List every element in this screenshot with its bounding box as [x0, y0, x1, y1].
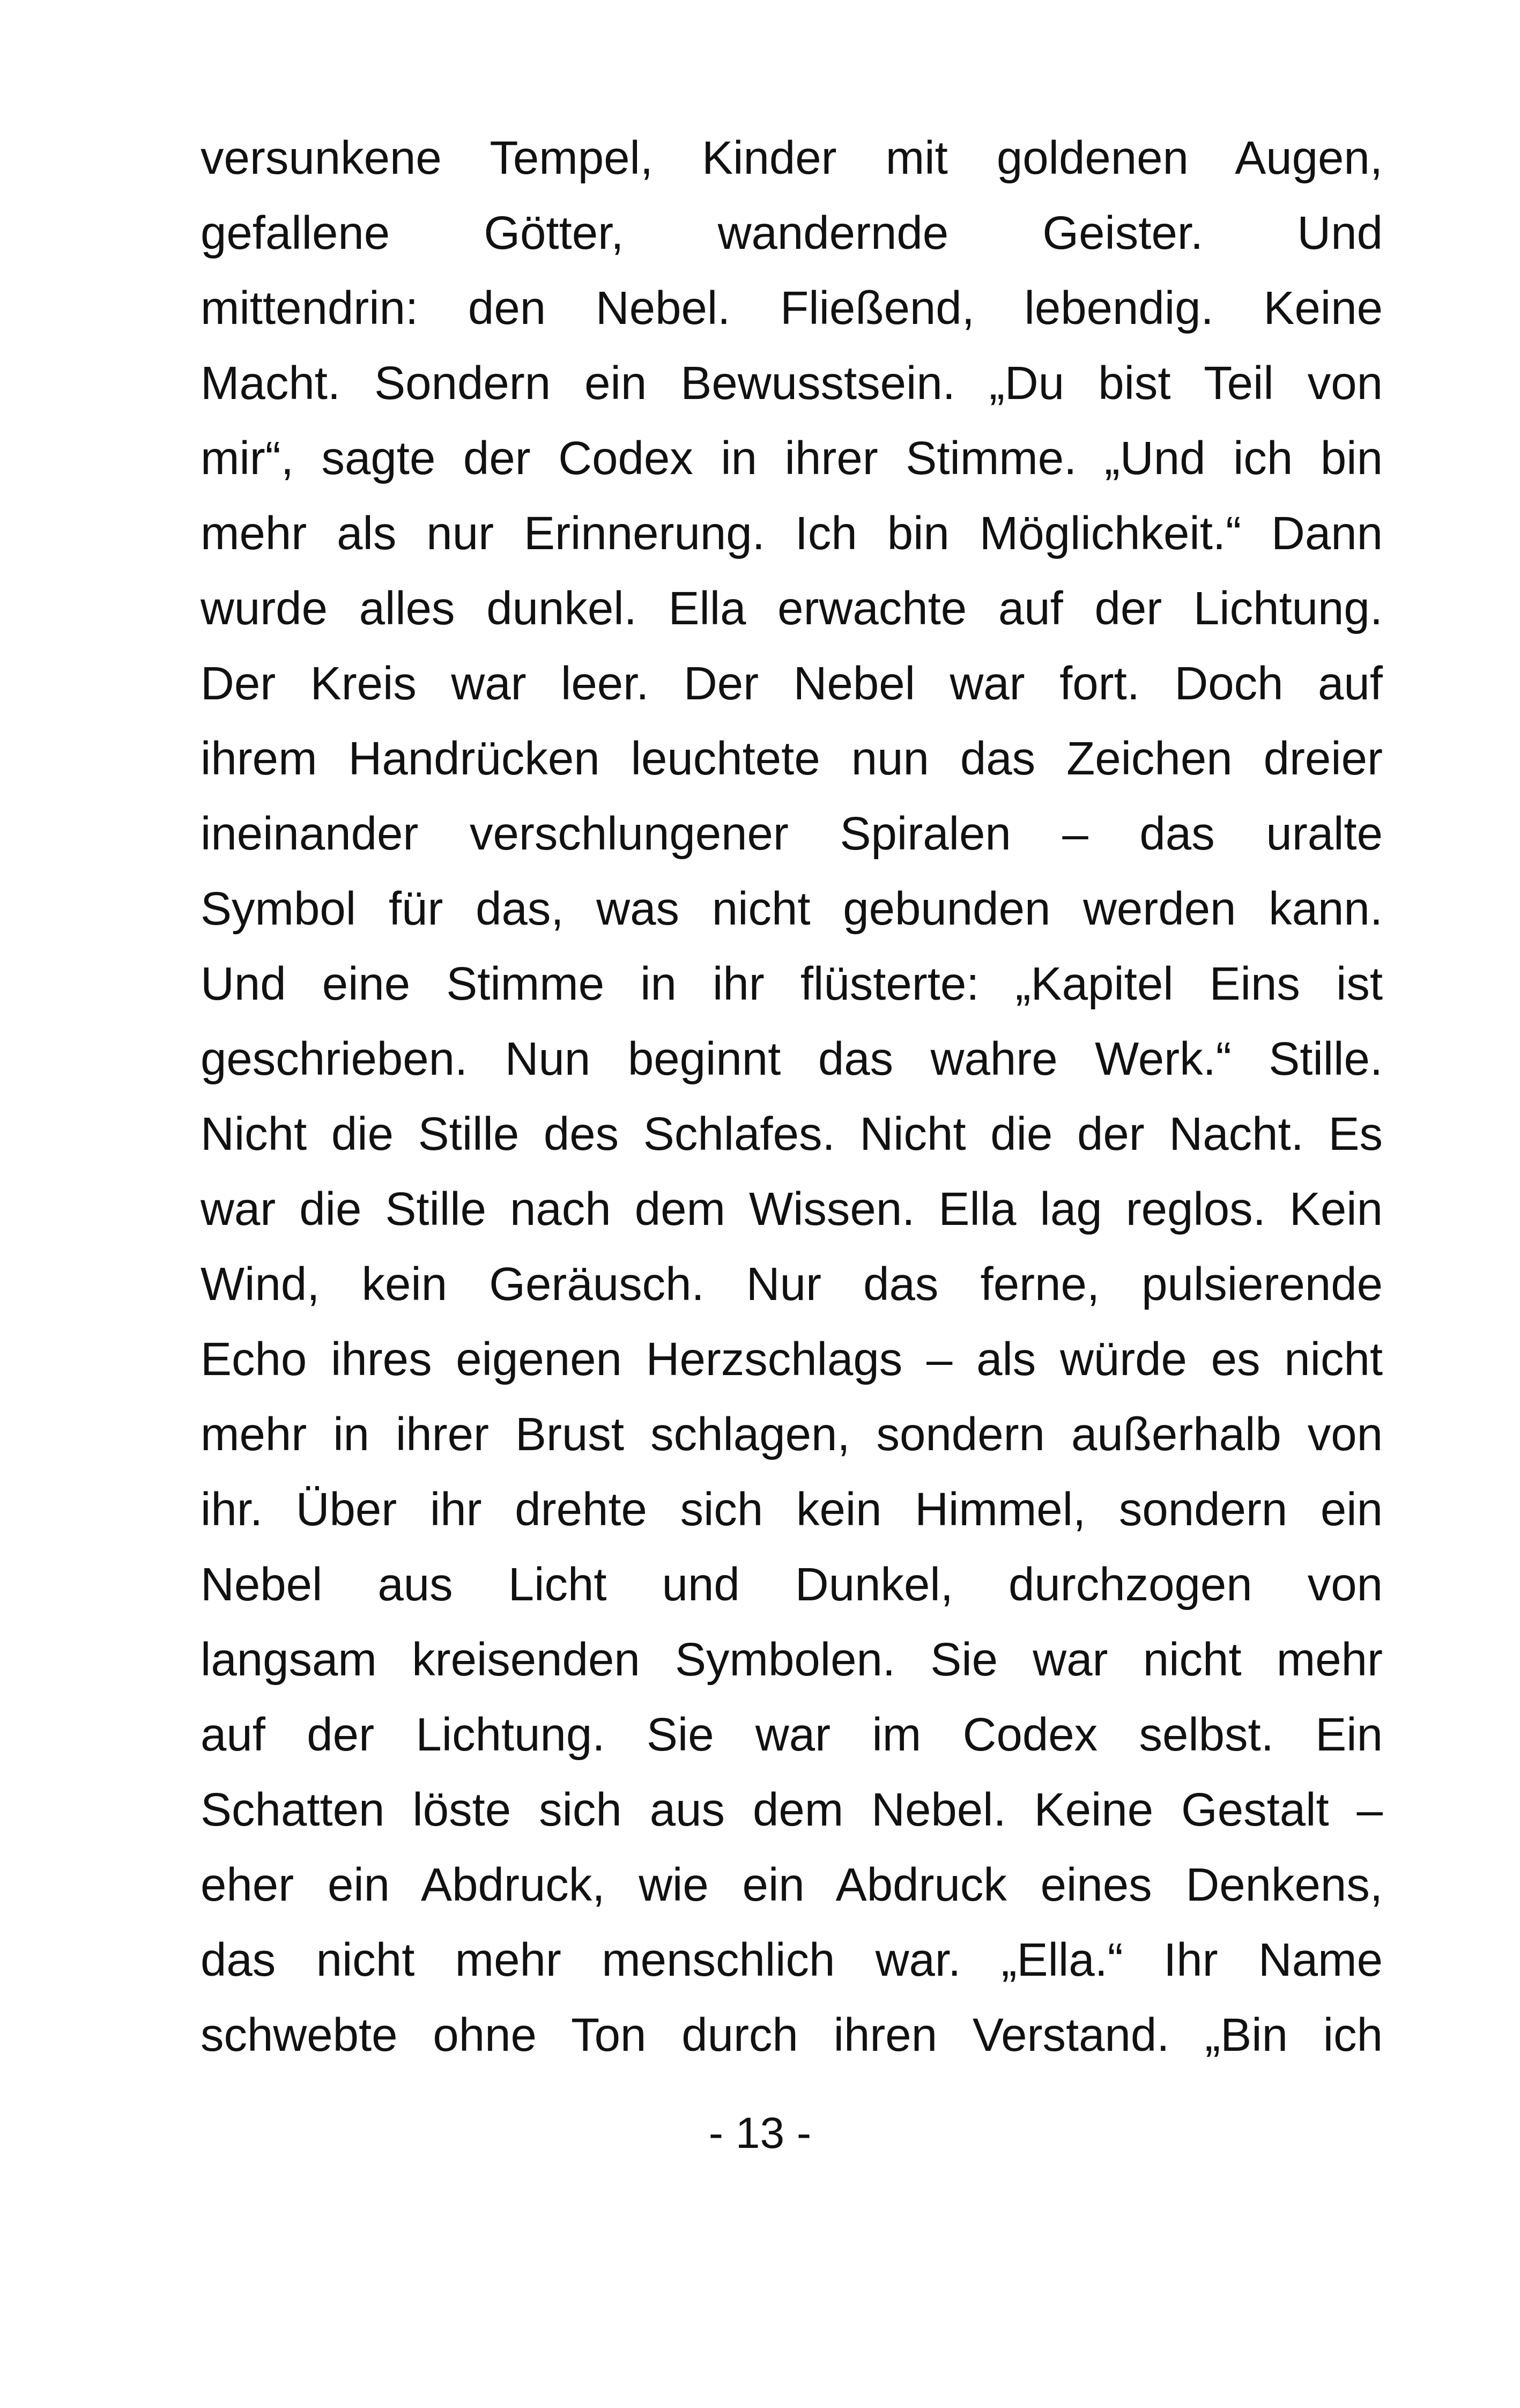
text-line: Wind, kein Geräusch. Nur das ferne, pulsierende — [201, 1258, 1383, 1310]
text-line: Nebel aus Licht und Dunkel, durchzogen von — [201, 1558, 1383, 1611]
text-line: versunkene Tempel, Kinder mit goldenen Augen, — [201, 132, 1383, 184]
text-line: gefallene Götter, wandernde Geister. Und — [201, 207, 1383, 259]
text-line: Macht. Sondern ein Bewusstsein. „Du bist Teil von — [201, 357, 1383, 409]
text-line: Der Kreis war leer. Der Nebel war fort. Doch auf — [201, 658, 1383, 710]
text-line: mehr in ihrer Brust schlagen, sondern außerhalb von — [201, 1408, 1383, 1460]
text-line: Und eine Stimme in ihr flüsterte: „Kapitel Eins ist — [201, 958, 1383, 1010]
text-line: ineinander verschlungener Spiralen – das uralte — [201, 808, 1383, 860]
text-line: wurde alles dunkel. Ella erwachte auf der Lichtung. — [201, 582, 1383, 634]
text-line: mir“, sagte der Codex in ihrer Stimme. „Und ich bin — [201, 432, 1383, 484]
page-number: - 13 - — [708, 2109, 812, 2158]
body-text — [201, 121, 1383, 2073]
text-line: eher ein Abdruck, wie ein Abdruck eines Denkens, — [201, 1859, 1383, 1911]
text-line: auf der Lichtung. Sie war im Codex selbst. Ein — [201, 1709, 1383, 1761]
text-line: war die Stille nach dem Wissen. Ella lag reglos. Kein — [201, 1183, 1383, 1235]
text-line: schwebte ohne Ton durch ihren Verstand. „Bin ich — [201, 2009, 1383, 2061]
text-line: ihrem Handrücken leuchtete nun das Zeichen dreier — [201, 733, 1383, 785]
text-line: Echo ihres eigenen Herzschlags – als würde es nicht — [201, 1333, 1383, 1385]
text-line: ihr. Über ihr drehte sich kein Himmel, sondern ein — [201, 1483, 1383, 1535]
text-line: Symbol für das, was nicht gebunden werden kann. — [201, 883, 1383, 935]
text-line: langsam kreisenden Symbolen. Sie war nicht mehr — [201, 1634, 1383, 1686]
text-line: Nicht die Stille des Schlafes. Nicht die der Nacht. Es — [201, 1108, 1383, 1160]
text-line: geschrieben. Nun beginnt das wahre Werk.“ Stille. — [201, 1033, 1383, 1085]
text-line: Schatten löste sich aus dem Nebel. Keine Gestalt – — [201, 1784, 1383, 1836]
text-line: mehr als nur Erinnerung. Ich bin Möglichkeit.“ Dann — [201, 507, 1383, 559]
text-line: das nicht mehr menschlich war. „Ella.“ Ihr Name — [201, 1934, 1383, 1986]
text-line: mittendrin: den Nebel. Fließend, lebendig. Keine — [201, 282, 1383, 334]
